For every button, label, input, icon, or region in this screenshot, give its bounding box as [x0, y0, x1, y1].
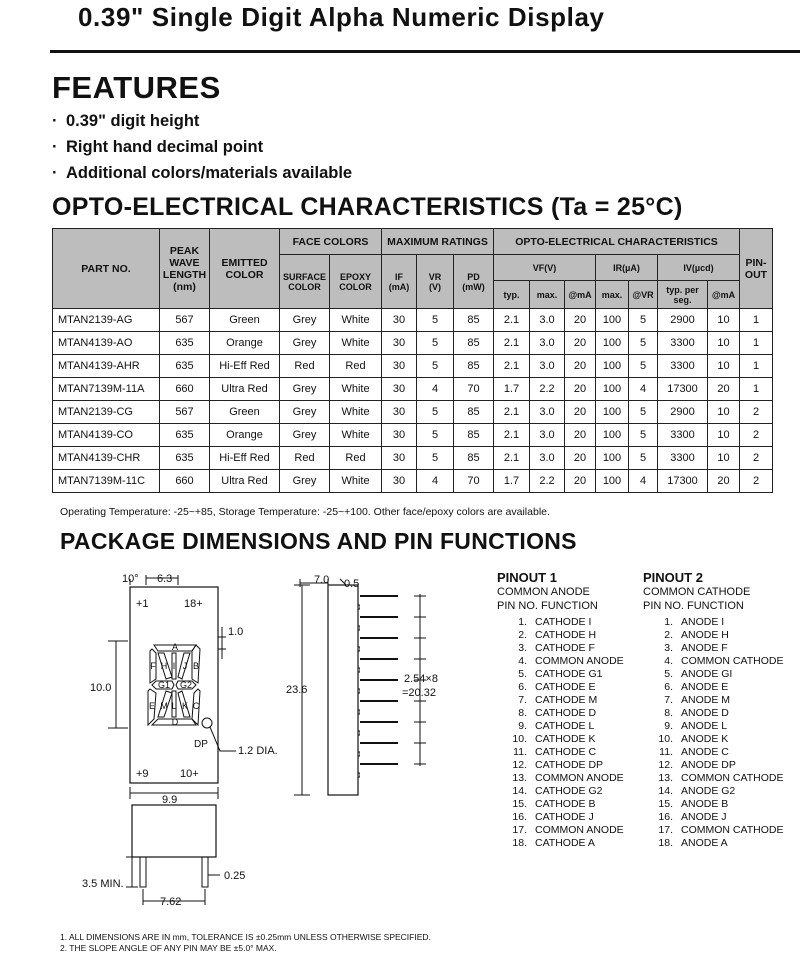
table-cell: 2.1 [494, 309, 530, 332]
bottom-body-outline [132, 805, 216, 857]
table-cell: 10 [708, 401, 740, 424]
table-cell: 2.1 [494, 332, 530, 355]
pinout-1-header: PIN NO. FUNCTION [497, 600, 598, 612]
table-cell: 3300 [658, 447, 708, 470]
table-cell: 2900 [658, 309, 708, 332]
pin-item: 14. CATHODE G2 [512, 785, 603, 797]
table-cell: 3.0 [530, 355, 565, 378]
th-max-ratings: MAXIMUM RATINGS [382, 229, 494, 255]
table-cell: Orange [210, 424, 280, 447]
th-if: IF (mA) [382, 255, 417, 309]
table-cell: 3.0 [530, 309, 565, 332]
table-cell: 5 [629, 309, 658, 332]
feature-item: · 0.39" digit height [52, 112, 200, 130]
footnote-1: 1. ALL DIMENSIONS ARE IN mm, TOLERANCE IS ±0.25mm UNLESS OTHERWISE SPECIFIED. [60, 932, 431, 942]
pin-item: 8. ANODE D [664, 707, 729, 719]
table-cell: 70 [454, 470, 494, 493]
dim-1-0: 1.0 [228, 626, 244, 638]
table-cell: 30 [382, 355, 417, 378]
pinout-1-title: PINOUT 1 [497, 570, 557, 585]
table-cell: 85 [454, 401, 494, 424]
table-cell: 635 [160, 332, 210, 355]
table-cell: 5 [417, 332, 454, 355]
table-cell: 5 [417, 355, 454, 378]
dim-23-6: 23.6 [286, 684, 308, 696]
table-cell: Grey [280, 309, 330, 332]
pin-label-10: 10+ [180, 768, 199, 780]
table-cell: 17300 [658, 470, 708, 493]
table-cell: 660 [160, 470, 210, 493]
table-cell: Red [280, 355, 330, 378]
feature-item: · Additional colors/materials available [52, 164, 353, 182]
side-body-outline [328, 585, 358, 795]
pin-item: 18. CATHODE A [512, 837, 595, 849]
th-vr: VR (V) [417, 255, 454, 309]
table-cell: 5 [417, 447, 454, 470]
pin-item: 3. ANODE F [664, 642, 728, 654]
table-cell: 635 [160, 447, 210, 470]
table-cell: 20 [565, 470, 596, 493]
table-cell: White [330, 378, 382, 401]
seg-label-g1: G1 [157, 680, 171, 690]
seg-label-f: F [150, 661, 156, 671]
pin-item: 17. COMMON ANODE [512, 824, 624, 836]
table-cell: 20 [565, 401, 596, 424]
th-vf-typ: typ. [494, 281, 530, 309]
pin-item: 9. ANODE L [664, 720, 728, 732]
table-cell: 30 [382, 401, 417, 424]
table-cell: 30 [382, 470, 417, 493]
side-leads [360, 580, 470, 790]
table-cell: 1 [740, 355, 773, 378]
table-cell: 3.0 [530, 401, 565, 424]
pin-item: 11. CATHODE C [513, 746, 597, 758]
table-cell: 85 [454, 355, 494, 378]
th-vf-at-ma: @mA [565, 281, 596, 309]
table-cell: Grey [280, 470, 330, 493]
th-ir: IR(µA) [596, 255, 658, 281]
table-cell: Green [210, 309, 280, 332]
pin-item: 13. COMMON ANODE [512, 772, 624, 784]
table-cell: 660 [160, 378, 210, 401]
table-cell: 2.1 [494, 424, 530, 447]
bottom-view [82, 805, 245, 908]
table-cell: 85 [454, 309, 494, 332]
table-cell: MTAN2139-CG [53, 401, 160, 424]
table-cell: MTAN7139M-11A [53, 378, 160, 401]
bottom-pin-left [140, 857, 146, 887]
dim-7-62: 7.62 [160, 896, 182, 908]
table-cell: Hi-Eff Red [210, 355, 280, 378]
table-cell: White [330, 309, 382, 332]
th-emitted: EMITTED COLOR [210, 229, 280, 309]
pin-item: 12. CATHODE DP [512, 759, 604, 771]
table-cell: 2 [740, 424, 773, 447]
seg-label-c: C [192, 701, 200, 711]
table-cell: 5 [417, 401, 454, 424]
pin-item: 9. CATHODE L [518, 720, 595, 732]
pin-item: 15. CATHODE B [512, 798, 596, 810]
table-cell: 20 [708, 470, 740, 493]
table-cell: 635 [160, 424, 210, 447]
pin-item: 12. ANODE DP [658, 759, 736, 771]
table-cell: White [330, 424, 382, 447]
seg-label-b: B [192, 661, 200, 671]
th-epoxy: EPOXY COLOR [330, 255, 382, 309]
pin-item: 5. CATHODE G1 [518, 668, 603, 680]
pin-item: 10. ANODE K [658, 733, 729, 745]
table-cell: 100 [596, 378, 629, 401]
pin-item: 16. CATHODE J [512, 811, 594, 823]
table-cell: 10 [708, 309, 740, 332]
table-row [53, 401, 773, 424]
pin-item: 2. ANODE H [664, 629, 729, 641]
seg-label-l: L [171, 701, 177, 711]
dim-3-5-min: 3.5 MIN. [82, 878, 124, 890]
table-cell: MTAN4139-CO [53, 424, 160, 447]
table-cell: 5 [629, 401, 658, 424]
seg-label-d: D [171, 717, 179, 727]
table-cell: Ultra Red [210, 378, 280, 401]
table-row [53, 332, 773, 355]
spacer [360, 565, 372, 575]
pin-label-9: +9 [136, 768, 149, 780]
dim-0-25: 0.25 [224, 870, 246, 882]
table-row [53, 470, 773, 493]
pin-item: 11. ANODE C [659, 746, 729, 758]
table-cell: 10 [708, 355, 740, 378]
table-cell: White [330, 401, 382, 424]
table-cell: 85 [454, 424, 494, 447]
table-cell: 2 [740, 401, 773, 424]
pin-item: 4. COMMON ANODE [518, 655, 624, 667]
table-cell: White [330, 332, 382, 355]
opto-heading: OPTO-ELECTRICAL CHARACTERISTICS (Ta = 25°C) [52, 193, 683, 221]
pin-item: 4. COMMON CATHODE [664, 655, 784, 667]
table-cell: 20 [565, 378, 596, 401]
table-cell: 1 [740, 332, 773, 355]
table-cell: 4 [629, 470, 658, 493]
pinout-2-header: PIN NO. FUNCTION [643, 600, 744, 612]
pin-item: 13. COMMON CATHODE [658, 772, 784, 784]
table-cell: 1.7 [494, 470, 530, 493]
table-cell: 100 [596, 332, 629, 355]
table-cell: 17300 [658, 378, 708, 401]
pin-item: 7. ANODE M [664, 694, 731, 706]
table-cell: MTAN4139-AO [53, 332, 160, 355]
table-cell: Orange [210, 332, 280, 355]
table-cell: 3.0 [530, 447, 565, 470]
table-cell: 1.7 [494, 378, 530, 401]
th-face-colors: FACE COLORS [280, 229, 382, 255]
pinout-1 [497, 570, 624, 850]
table-cell: 20 [565, 447, 596, 470]
table-cell: 2 [740, 470, 773, 493]
table-cell: 3300 [658, 332, 708, 355]
pinout-2-subtitle: COMMON CATHODE [643, 586, 751, 598]
seg-label-k: K [181, 701, 189, 711]
pin-item: 1. ANODE I [664, 616, 725, 628]
seg-label-e: E [148, 701, 156, 711]
table-cell: Red [280, 447, 330, 470]
front-view [90, 573, 278, 806]
table-cell: 2900 [658, 401, 708, 424]
th-opto-char: OPTO-ELECTRICAL CHARACTERISTICS [494, 229, 740, 255]
pin-item: 5. ANODE GI [664, 668, 733, 680]
table-cell: MTAN4139-CHR [53, 447, 160, 470]
spec-table-body [53, 309, 773, 493]
th-ir-max: max. [596, 281, 629, 309]
feature-item: · Right hand decimal point [52, 138, 264, 156]
table-cell: 85 [454, 332, 494, 355]
page-title: 0.39" Single Digit Alpha Numeric Display [78, 2, 605, 32]
table-cell: 567 [160, 309, 210, 332]
table-cell: 3.0 [530, 332, 565, 355]
table-cell: 100 [596, 447, 629, 470]
side-view [286, 574, 359, 795]
table-row [53, 447, 773, 470]
table-cell: 2.2 [530, 378, 565, 401]
table-cell: 2 [740, 447, 773, 470]
pinout-2-list [643, 616, 783, 850]
table-cell: 3300 [658, 355, 708, 378]
pin-item: 14. ANODE G2 [658, 785, 736, 797]
dim-7-0: 7.0 [314, 574, 330, 586]
dim-1-2-dia: 1.2 DIA. [238, 745, 278, 757]
table-cell: 100 [596, 355, 629, 378]
table-cell: 635 [160, 355, 210, 378]
features-heading: FEATURES [52, 70, 221, 105]
table-cell: 1 [740, 309, 773, 332]
table-cell: 30 [382, 378, 417, 401]
dim-pitch: 2.54×8 [404, 673, 438, 685]
table-cell: 100 [596, 470, 629, 493]
table-row [53, 355, 773, 378]
pin-item: 6. ANODE E [664, 681, 729, 693]
pin-item: 15. ANODE B [658, 798, 729, 810]
table-cell: 5 [629, 447, 658, 470]
pin-item: 18. ANODE A [658, 837, 728, 849]
table-cell: Red [330, 447, 382, 470]
table-cell: White [330, 470, 382, 493]
table-row [53, 424, 773, 447]
footnote-2: 2. THE SLOPE ANGLE OF ANY PIN MAY BE ±5.0° MAX. [60, 943, 277, 953]
th-vf-max: max. [530, 281, 565, 309]
spec-table [52, 228, 773, 493]
pin-label-1: +1 [136, 598, 149, 610]
table-cell: 10 [708, 332, 740, 355]
table-cell: Grey [280, 378, 330, 401]
pin-item: 16. ANODE J [658, 811, 727, 823]
th-iv-at-ma: @mA [708, 281, 740, 309]
table-cell: 100 [596, 424, 629, 447]
table-cell: Red [330, 355, 382, 378]
seg-label-i: I [172, 661, 176, 671]
footnotes [60, 932, 431, 954]
table-cell: 20 [565, 332, 596, 355]
dim-10deg: 10° [122, 573, 139, 585]
th-iv-typ: typ. per seg. [658, 281, 708, 309]
table-cell: Hi-Eff Red [210, 447, 280, 470]
table-cell: MTAN4139-AHR [53, 355, 160, 378]
table-cell: 30 [382, 447, 417, 470]
th-surface: SURFACE COLOR [280, 255, 330, 309]
table-cell: 10 [708, 447, 740, 470]
table-cell: 30 [382, 309, 417, 332]
seg-label-g2: G2 [179, 680, 193, 690]
pin-item: 3. CATHODE F [518, 642, 595, 654]
table-cell: 567 [160, 401, 210, 424]
pinout-1-list [497, 616, 624, 850]
table-cell: 30 [382, 332, 417, 355]
table-cell: 20 [565, 309, 596, 332]
table-cell: 1 [740, 378, 773, 401]
dp-label: DP [194, 739, 208, 750]
pin-item: 6. CATHODE E [518, 681, 596, 693]
table-cell: 4 [417, 378, 454, 401]
table-cell: 4 [629, 378, 658, 401]
table-cell: 5 [417, 424, 454, 447]
dim-6-3: 6.3 [157, 573, 173, 585]
table-cell: MTAN2139-AG [53, 309, 160, 332]
table-cell: 20 [565, 355, 596, 378]
th-part-no: PART NO. [53, 229, 160, 309]
table-cell: 5 [629, 424, 658, 447]
th-vf: VF(V) [494, 255, 596, 281]
features-list [52, 108, 352, 186]
table-cell: 5 [417, 309, 454, 332]
pin-label-18: 18+ [184, 598, 203, 610]
pinout-2 [643, 570, 783, 850]
table-cell: 5 [629, 332, 658, 355]
table-cell: 30 [382, 424, 417, 447]
pin-item: 8. CATHODE D [518, 707, 597, 719]
th-peak: PEAK WAVE LENGTH (nm) [160, 229, 210, 309]
th-iv: IV(µcd) [658, 255, 740, 281]
package-drawing [60, 565, 360, 915]
table-cell: 20 [708, 378, 740, 401]
table-cell: 100 [596, 309, 629, 332]
table-cell: 5 [629, 355, 658, 378]
table-cell: 2.1 [494, 401, 530, 424]
dim-0-5: 0.5 [344, 578, 360, 590]
table-cell: 2.2 [530, 470, 565, 493]
th-ir-at-vr: @VR [629, 281, 658, 309]
table-cell: Ultra Red [210, 470, 280, 493]
th-pinout: PIN- OUT [740, 229, 773, 309]
pin-item: 17. COMMON CATHODE [658, 824, 784, 836]
table-cell: 2.1 [494, 355, 530, 378]
table-cell: 20 [565, 424, 596, 447]
seg-label-m: M [160, 701, 168, 711]
spec-table-wrap [52, 228, 773, 493]
table-cell: MTAN7139M-11C [53, 470, 160, 493]
seg-label-j: J [182, 661, 188, 671]
pin-item: 7. CATHODE M [518, 694, 598, 706]
pin-item: 1. CATHODE I [518, 616, 592, 628]
seg-label-a: A [171, 642, 179, 652]
table-cell: Grey [280, 424, 330, 447]
th-pd: PD (mW) [454, 255, 494, 309]
table-cell: 2.1 [494, 447, 530, 470]
package-heading: PACKAGE DIMENSIONS AND PIN FUNCTIONS [60, 528, 577, 554]
table-row [53, 378, 773, 401]
table-cell: Grey [280, 401, 330, 424]
table-cell: 85 [454, 447, 494, 470]
pin-item: 2. CATHODE H [518, 629, 597, 641]
table-cell: 3300 [658, 424, 708, 447]
pinout-1-subtitle: COMMON ANODE [497, 586, 590, 598]
title-rule [50, 50, 800, 53]
operating-note: Operating Temperature: -25~+85, Storage Temperature: -25~+100. Other face/epoxy colors are available. [60, 506, 550, 518]
dim-9-9: 9.9 [162, 794, 178, 806]
bottom-pin-right [202, 857, 208, 887]
seg-label-h: H [160, 661, 168, 671]
table-cell: Green [210, 401, 280, 424]
table-cell: 70 [454, 378, 494, 401]
pinout-2-title: PINOUT 2 [643, 570, 703, 585]
table-cell: 4 [417, 470, 454, 493]
table-cell: Grey [280, 332, 330, 355]
table-cell: 100 [596, 401, 629, 424]
dim-10-0: 10.0 [90, 682, 112, 694]
pin-item: 10. CATHODE K [512, 733, 596, 745]
table-row [53, 309, 773, 332]
dim-pitch-total: =20.32 [402, 687, 436, 699]
table-cell: 3.0 [530, 424, 565, 447]
table-cell: 10 [708, 424, 740, 447]
